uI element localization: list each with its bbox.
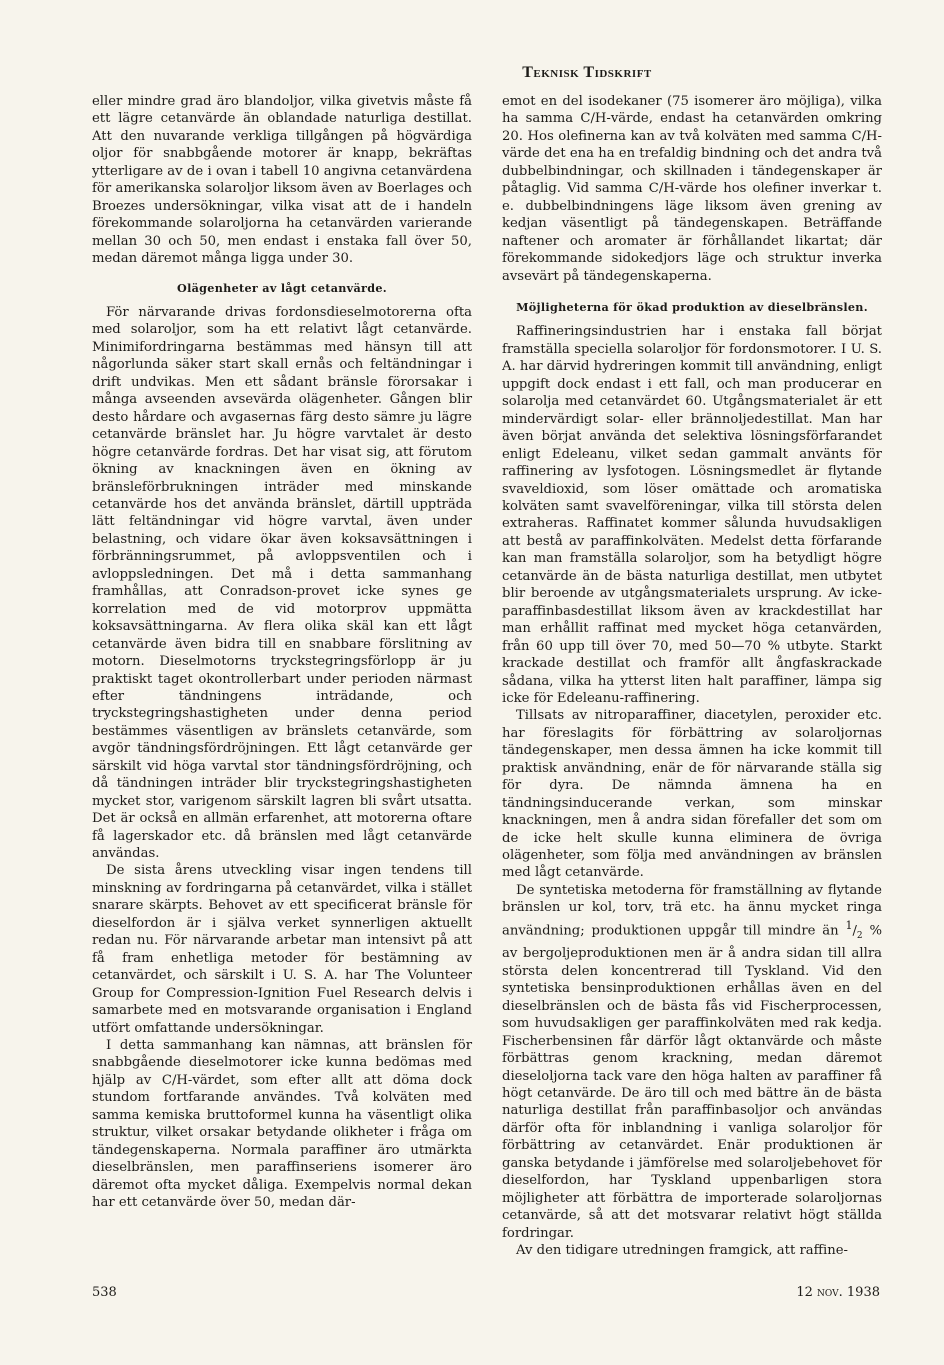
right-column (502, 93, 882, 1259)
paragraph: emot en del isodekaner (75 isomerer äro möjliga), vilka ha samma C/H-värde, endast ha cetanvärden omkring 20. Hos olefinerna kan av två kolväten med samma C/H-värde det ena ha en trefaldig bindning och det andra två dubbelbindningar, och skillnaden i tändegenskaper är påtaglig. Vid samma C/H-värde hos olefiner inverkar t. e. dubbelbindningens läge liksom även grening av kedjan väsentligt på tändegenskapen. Beträffande naftener och aromater är förhållandet likartat; där förekommande sidokedjors läge och struktur inverka avsevärt på tändegenskaperna. (502, 94, 882, 284)
fraction-numerator: 1 (845, 918, 853, 932)
paragraph-text: % av bergoljeproduktionen men är å andra sidan till allra största delen koncentrerad till Tyskland. Vid den syntetiska bensinproduktionen erhållas även en del dieselbränslen och de bästa fås vid Fischerprocessen, som huvudsakligen ger paraffinkolväten med rak kedja. Fischerbensinen får därför lågt oktanvärde och måste förbättras genom krackning, medan däremot dieseloljorna tack vare den höga halten av paraffiner få högt cetanvärde. De äro till och med bättre än de bästa naturliga destillat från paraffinbasoljor och användas därför ofta för inblandning i vanliga solaroljor för förbättring av cetanvärdet. Enär produktionen är ganska betydande i jämförelse med solaroljebehovet för dieselfordon, har Tyskland uppenbarligen stora möjligheter att förbättra de importerade solaroljornas cetanvärde, så att det motsvarar relativt högt ställda fordringar. (502, 923, 882, 1241)
paragraph: Tillsats av nitroparaffiner, diacetylen, peroxider etc. har föreslagits för förbättring av solaroljornas tändegenskaper, men dessa ämnen ha icke kommit till praktisk användning, enär de för närvarande ställa sig för dyra. De nämnda ämnena ha en tändningsinducerande verkan, som minskar knackningen, men å andra sidan förefaller det som om de icke helt skulle kunna eliminera de övriga olägenheter, som följa med användningen av bränslen med lågt cetanvärde. (502, 708, 882, 881)
journal-masthead (0, 64, 944, 82)
paragraph: eller mindre grad äro blandoljor, vilka givetvis måste få ett lägre cetanvärde än oblandade naturliga destillat. Att den nuvarande verkliga tillgången på högvärdiga oljor för snabbgående motorer är knapp, bekräftas ytterligare av de i ovan i tabell 10 angivna cetanvärdena för amerikanska solaroljor liksom även av Boerlages och Broezes undersökningar, vilka visat att de i handeln förekommande solaroljorna ha cetanvärden varierande mellan 30 och 50, men endast i enstaka fall över 50, medan däremot många ligga under 30. (92, 94, 472, 267)
paragraph: Raffineringsindustrien har i enstaka fall börjat framställa speciella solaroljor för fordonsmotorer. I U. S. A. har därvid hydreringen kommit till användning, enligt uppgift dock endast i ett fall, och man producerar en solarolja med cetanvärdet 60. Utgångsmaterialet är ett mindervärdigt solar- eller brännoljedestillat. Man har även börjat använda det selektiva lösningsförfarandet enligt Edeleanu, vilket sedan gammalt använts för raffinering av lysfotogen. Lösningsmedlet är flytande svaveldioxid, som löser omättade och aromatiska kolväten samt svavelföreningar, vilka till största delen extraheras. Raffinatet kommer sålunda huvudsakligen att bestå av paraffinkolväten. Medelst detta förfarande kan man framställa solaroljor, som ha betydligt högre cetanvärde än de bästa naturliga destillat, men utbytet blir beroende av utgångsmaterialets ursprung. Av icke-paraffinbasdestillat liksom även av krackdestillat har man erhållit raffinat med mycket höga cetanvärden, från 60 upp till över 70, med 50—70 % utbyte. Starkt krackade destillat och framför allt ångfaskrackade sådana, vilka ha ytterst liten halt paraffiner, lämpa sig icke för Edeleanu-raffinering. (502, 324, 883, 706)
page-number: 538 (92, 1285, 117, 1300)
section-heading: Olägenheter av lågt cetanvärde. (177, 280, 387, 295)
journal-title: Teknisk Tidskrift (522, 64, 652, 81)
paragraph: För närvarande drivas fordonsdieselmotorerna ofta med solaroljor, som ha ett relativt lågt cetanvärde. Minimifordringarna bestämmas med hänsyn till att någorlunda säker start skall ernås och feltändningar i drift undvikas. Men ett sådant bränsle förorsakar i många avseenden avsevärda olägenheter. Gången blir desto hårdare och avgasernas färg desto sämre ju lägre cetanvärde bränslet har. Ju högre varvtalet är desto högre cetanvärde fordras. Det har visat sig, att förutom ökning av knackningen även en ökning av bränsleförbrukningen inträder med minskande cetanvärde hos det använda bränslet, därtill uppträda lätt feltändningar vid högre varvtal, även under belastning, och vidare ökar även koksavsättningen i förbränningsrummet, på avloppsventilen och i avloppsledningen. Det må i detta sammanhang framhållas, att Conradson-provet icke synes ge korrelation med de vid motorprov uppmätta koksavsättningarna. Av flera olika skäl kan ett lågt cetanvärde även bidra till en snabbare förslitning av motorn. Dieselmotorns tryckstegringsförlopp är ju praktiskt taget okontrollerbart under perioden närmast efter tändningens inträdande, och tryckstegringshastigheten under denna period bestämmes väsentligen av bränslets cetanvärde, som avgör tändningsfördröjningen. Ett lågt cetanvärde ger särskilt vid höga varvtal stor tändningsfördröjning, och då tändningen inträder blir tryckstegringshastigheten mycket stor, varigenom särskilt lagren bli svårt utsatta. Det är också en allmän erfarenhet, att motorerna oftare få lagerskador etc. då bränslen med lågt cetanvärde användas. (92, 304, 472, 862)
paragraph: De sista årens utveckling visar ingen tendens till minskning av fordringarna på cetanvärdet, vilka i stället snarare skärpts. Behovet av ett specificerat bränsle för dieselfordon är i själva verket synnerligen aktuellt redan nu. För närvarande arbetar man intensivt på att få fram enhetliga metoder för bestämning av cetanvärdet, och särskilt i U. S. A. har The Volunteer Group for Compression-Ignition Fuel Research delvis i samarbete med en motsvarande organisation i England utfört omfattande undersökningar. (92, 863, 472, 1036)
paragraph: De syntetiska metoderna för framställning av flytande bränslen ur kol, torv, trä etc. ha ännu mycket ringa användning; produktionen uppgår till mindre än $^1/_2$ % av bergoljeproduktionen men är å andra sidan till allra största delen koncentrerad till Tyskland. Vid den syntetiska bensinproduktionen erhållas även en del dieselbränslen och de bästa fås vid Fischerprocessen, som huvudsakligen ger paraffinkolväten med rak kedja. Fischerbensinen får därför lågt oktanvärde och måste förbättras genom krackning, medan däremot dieseloljorna tack vare den höga halten av paraffiner få högt cetanvärde. De äro till och med bättre än de bästa naturliga destillat från paraffinbasoljor och användas därför ofta för inblandning i vanliga solaroljor för förbättring av cetanvärdet. Enär produktionen är ganska betydande i jämförelse med solaroljebehovet för dieselfordon, har Tyskland uppenbarligen stora möjligheter att förbättra de importerade solaroljornas cetanvärde, så att det motsvarar relativt högt ställda fordringar. (502, 882, 882, 1241)
paragraph: Av den tidigare utredningen framgick, att raffine- (516, 1243, 848, 1259)
paragraph-text: De syntetiska metoderna för framställning av flytande bränslen ur kol, torv, trä etc. ha ännu mycket ringa användning; produktionen uppgår till mindre än (502, 882, 882, 939)
paragraph: I detta sammanhang kan nämnas, att bränslen för snabbgående dieselmotorer icke kunna bedömas med hjälp av C/H-värdet, som efter allt att döma dock stundom fortfarande användes. Två kolväten med samma kemiska bruttoformel kunna ha väsentligt olika struktur, vilket orsakar betydande olikheter i fråga om tändegenskaperna. Normala paraffiner äro utmärkta dieselbränslen, men paraffinseriens isomerer äro däremot ofta mycket dåliga. Exempelvis normal dekan har ett cetanvärde över 50, medan där- (92, 1038, 472, 1211)
issue-date: 12 nov. 1938 (796, 1285, 880, 1300)
fraction-denominator: 2 (856, 930, 863, 941)
section-heading: Möjligheterna för ökad produktion av dieselbränslen. (516, 299, 868, 314)
left-column (92, 93, 472, 1212)
